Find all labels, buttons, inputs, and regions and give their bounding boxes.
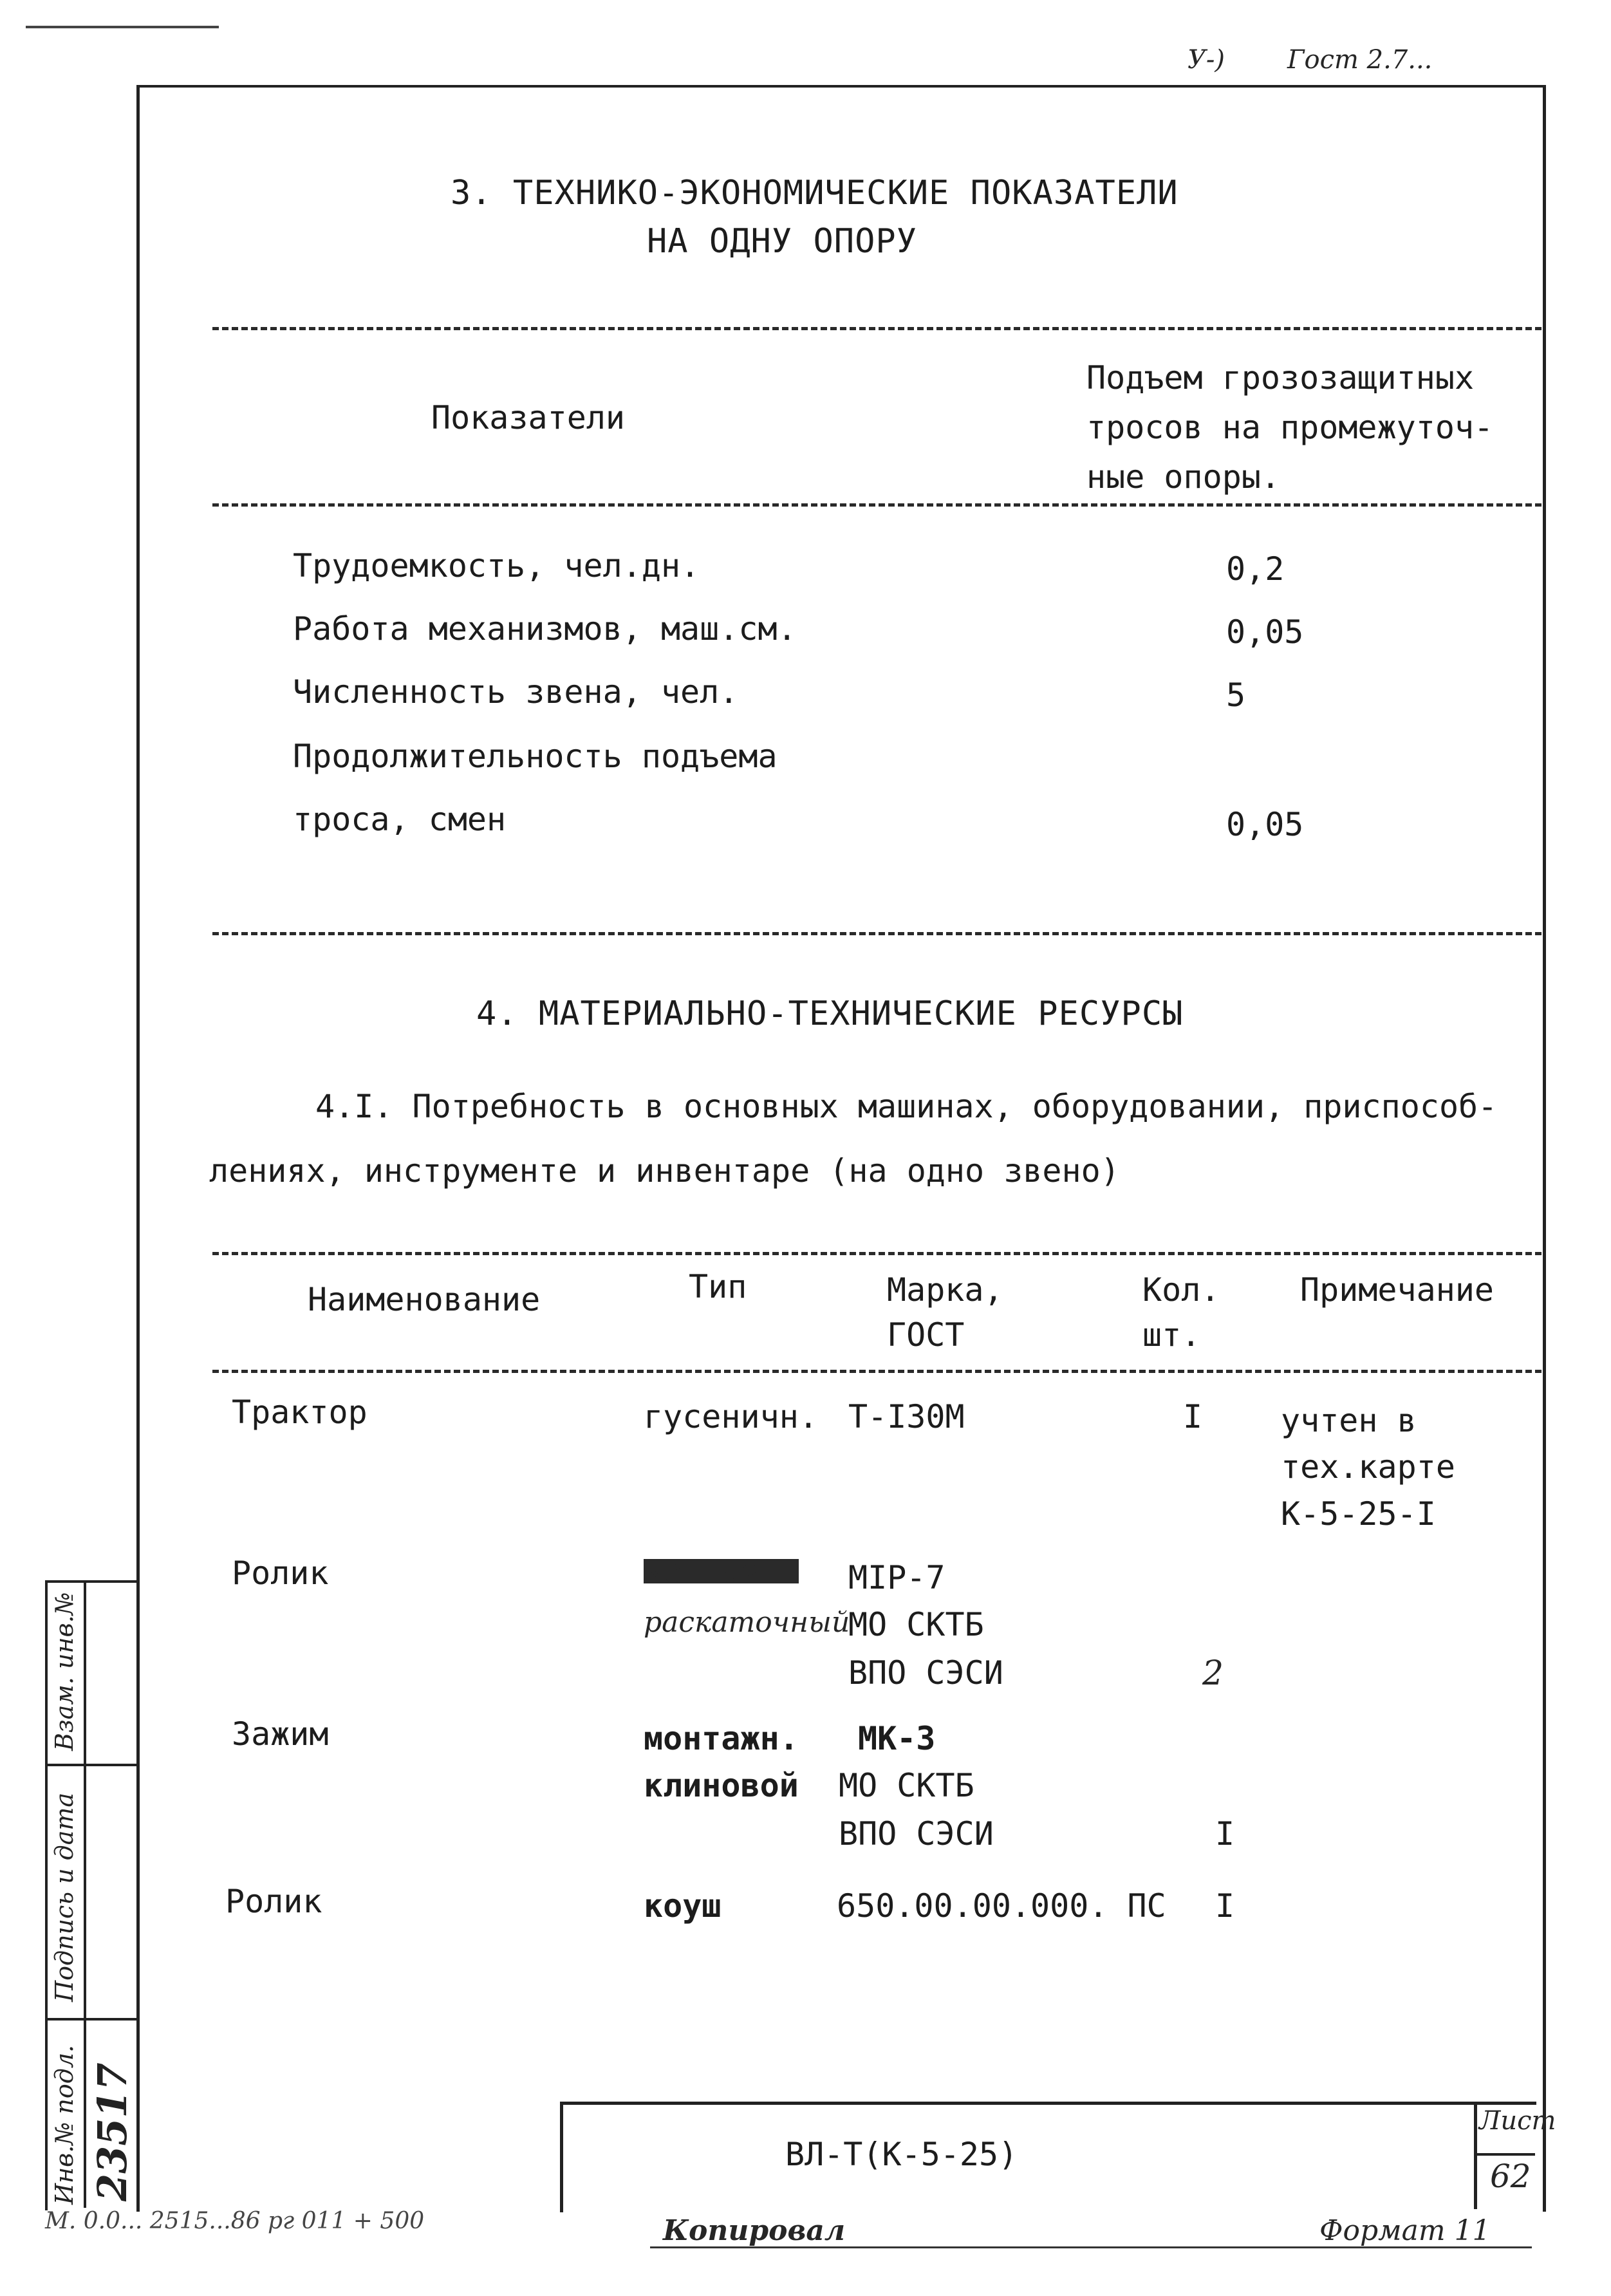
row-label: Работа механизмов, маш.см. [293,610,797,648]
sheet-divider [1474,2153,1535,2156]
format-label: Формат 11 [1319,2214,1491,2247]
resource-name: Ролик [232,1554,329,1592]
resource-note: тех.карте [1281,1448,1455,1486]
scan-edge-line [26,26,219,28]
resource-qty: I [1215,1815,1235,1853]
resource-qty: I [1183,1398,1203,1435]
resource-note: учтен в [1281,1402,1417,1439]
top-mark-left: У-) [1187,45,1225,75]
resource-mark: МО СКТБ [848,1606,984,1643]
resource-type: монтажн. [644,1720,799,1757]
row-value: 5 [1226,677,1246,714]
table-rule [212,1370,1541,1373]
vzam-label: Взам. инв.№ [50,1592,79,1751]
col-qty-line1: Кол. [1142,1271,1220,1309]
resource-mark: МК-3 [858,1720,936,1757]
row-value: 0,05 [1226,613,1304,651]
resource-mark: ВПО СЭСИ [848,1654,1003,1692]
header-lifting-line1: Подъем грозозащитных [1086,359,1475,397]
sheet-label: Лист [1479,2106,1556,2136]
col-mark-line2: ГОСТ [887,1316,965,1354]
sheet-number: 62 [1490,2158,1531,2195]
row-label: Продолжительность подъема [293,738,778,775]
row-value: 0,05 [1226,806,1304,843]
section3-title-line2: НА ОДНУ ОПОРУ [647,222,917,261]
resource-name: Трактор [232,1394,368,1431]
copied-by: Копировал [663,2214,846,2247]
section3-title-line1: 3. ТЕХНИКО-ЭКОНОМИЧЕСКИЕ ПОКАЗАТЕЛИ [451,174,1178,212]
bottom-left-code: М. 0.0... 2515...86 рг 011 + 500 [45,2208,425,2234]
col-qty-line2: шт. [1142,1316,1201,1354]
resource-name: Ролик [225,1883,322,1920]
section4-title: 4. МАТЕРИАЛЬНО-ТЕХНИЧЕСКИЕ РЕСУРСЫ [476,994,1184,1033]
resource-mark: МО СКТБ [839,1767,974,1804]
table-rule [212,327,1541,330]
resource-mark: ВПО СЭСИ [839,1815,994,1853]
row-label: Численность звена, чел. [293,673,739,711]
col-type: Тип [689,1268,747,1305]
resource-type: гусеничн. [644,1398,818,1435]
resource-mark: Т-I30М [848,1398,965,1435]
resource-qty: 2 [1202,1654,1224,1693]
bottom-line [650,2246,1532,2248]
header-indicators: Показатели [431,399,626,436]
inv-number: 23517 [89,2062,136,2201]
resource-type: раскаточный [644,1606,850,1639]
top-mark-right: Гост 2.7... [1287,45,1433,75]
resource-type: клиновой [644,1767,799,1804]
resource-type-struck: монтажн. [644,1559,799,1583]
title-block [560,2102,1536,2212]
section4-para-line2: лениях, инструменте и инвентаре (на одно звено) [209,1152,1120,1190]
table-rule [212,503,1541,507]
header-lifting-line3: ные опоры. [1086,458,1281,496]
resource-qty: I [1215,1887,1235,1925]
resource-mark: МIР-7 [848,1559,945,1596]
document-code: ВЛ-Т(К-5-25) [785,2136,1018,2173]
section4-para-line1: 4.I. Потребность в основных машинах, оборудовании, приспособ- [315,1088,1498,1125]
side-stamp-column [84,1580,86,2208]
row-label: троса, смен [293,801,507,838]
inv-label: Инв.№ подл. [50,2044,79,2205]
col-note: Примечание [1300,1271,1495,1309]
table-rule [212,932,1541,935]
sign-label: Подпись и дата [50,1792,79,2002]
row-label: Трудоемкость, чел.дн. [293,547,700,584]
table-rule [212,1252,1541,1255]
side-stamp-divider [45,1764,136,1766]
side-stamp-divider [45,2018,136,2021]
resource-type: коуш [644,1887,722,1925]
resource-mark: 650.00.00.000. ПС [837,1887,1166,1925]
resource-name: Зажим [232,1715,329,1753]
header-lifting-line2: тросов на промежуточ- [1086,409,1494,446]
col-name: Наименование [308,1281,541,1318]
col-mark-line1: Марка, [887,1271,1003,1309]
row-value: 0,2 [1226,550,1285,588]
resource-note: К-5-25-I [1281,1495,1436,1533]
